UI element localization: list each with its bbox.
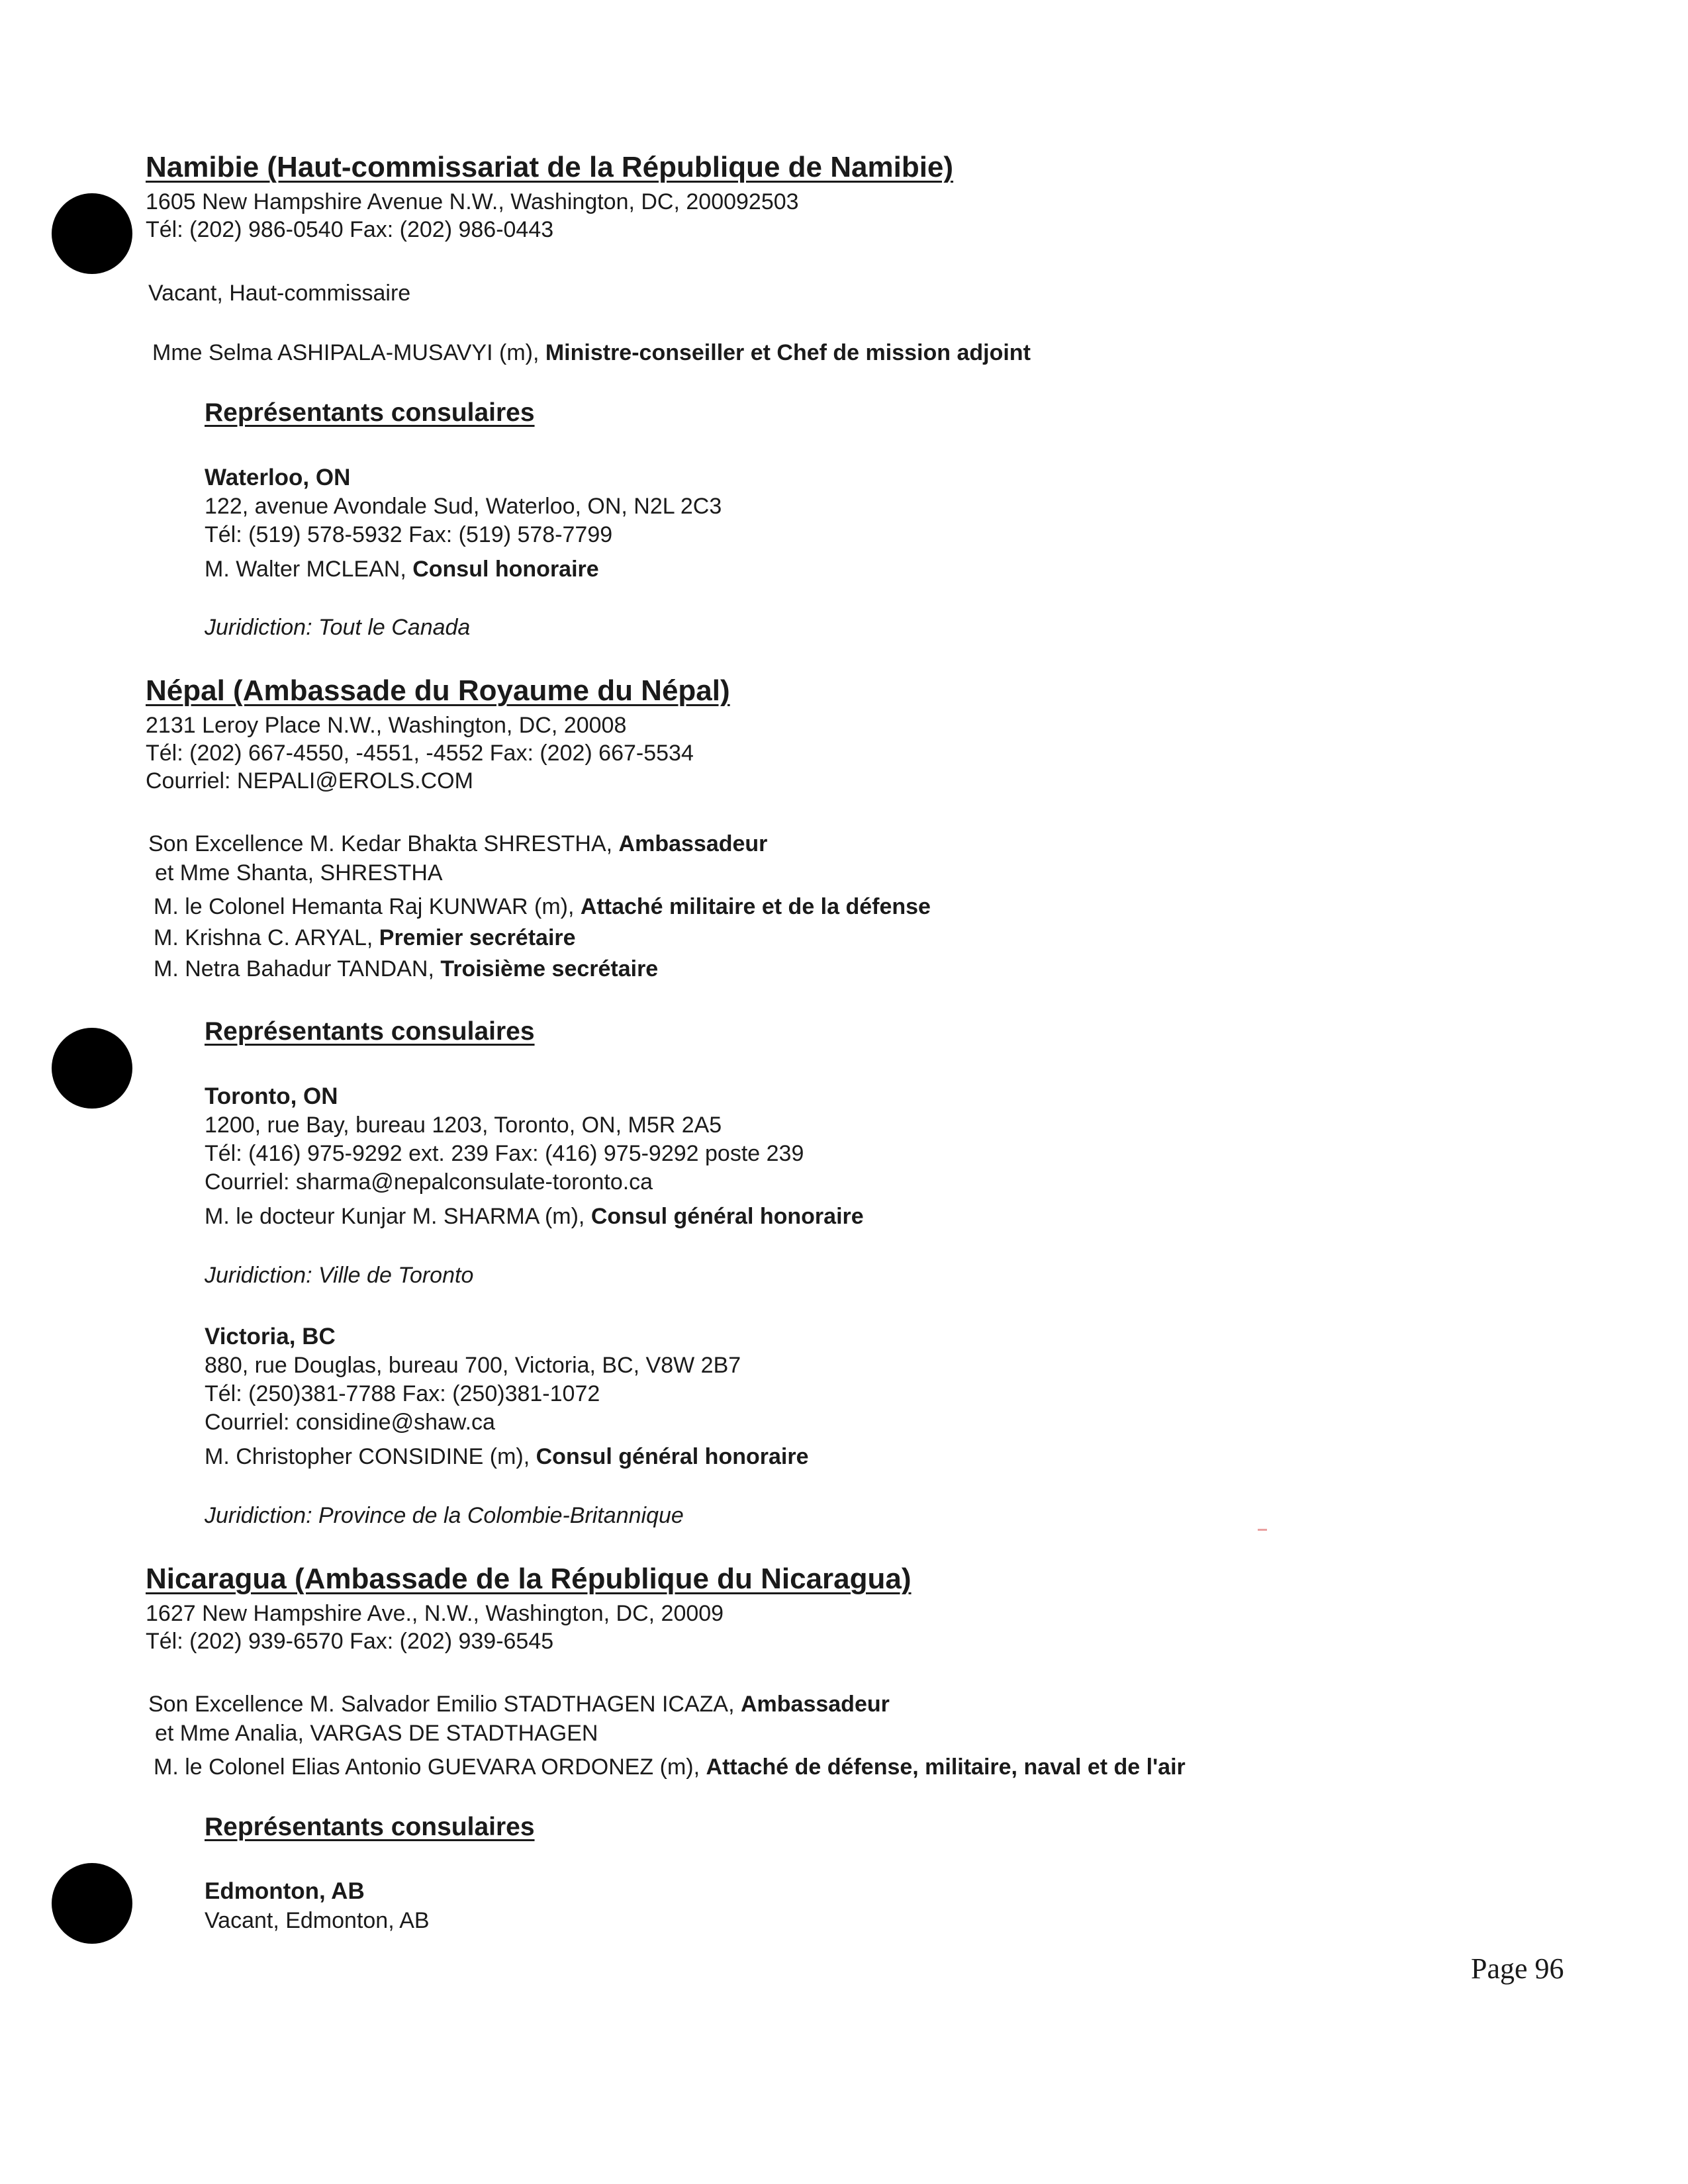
consular-heading: Représentants consulaires xyxy=(205,398,535,427)
staff-name: et Mme Shanta, SHRESTHA xyxy=(155,860,443,886)
person-title: Consul général honoraire xyxy=(590,1204,864,1229)
staff-name: M. le Colonel Hemanta Raj KUNWAR (m), xyxy=(154,894,581,919)
staff-line xyxy=(154,893,931,920)
consulate-jurisdiction: Juridiction: Ville de Toronto xyxy=(205,1263,474,1288)
scan-speck xyxy=(1258,1529,1267,1531)
consulate-jurisdiction: Juridiction: Province de la Colombie-Britannique xyxy=(205,1503,684,1528)
staff-title: Troisième secrétaire xyxy=(440,956,659,981)
section-heading: Népal (Ambassade du Royaume du Népal) xyxy=(146,674,730,707)
staff-title: Ambassadeur xyxy=(618,831,768,856)
staff-name: M. le Colonel Elias Antonio GUEVARA ORDONEZ (m), xyxy=(154,1754,706,1780)
staff-line xyxy=(148,1691,890,1717)
section-heading: Nicaragua (Ambassade de la République du Nicaragua) xyxy=(146,1563,912,1595)
person-name: M. Walter MCLEAN, xyxy=(205,557,413,582)
staff-line xyxy=(152,340,1031,366)
punch-hole-middle xyxy=(52,1028,132,1109)
section-heading: Namibie (Haut-commissariat de la République de Namibie) xyxy=(146,151,954,183)
embassy-address: 1627 New Hampshire Ave., N.W., Washington, DC, 20009 xyxy=(146,1601,724,1626)
staff-title: Attaché militaire et de la défense xyxy=(580,894,931,919)
staff-title: Premier secrétaire xyxy=(379,925,576,950)
consulate-city: Waterloo, ON xyxy=(205,465,351,490)
staff-name: M. Krishna C. ARYAL, xyxy=(154,925,379,950)
person-title: Consul honoraire xyxy=(412,557,599,582)
embassy-phone: Tél: (202) 667-4550, -4551, -4552 Fax: (202) 667-5534 xyxy=(146,741,694,766)
consulate-address: 880, rue Douglas, bureau 700, Victoria, BC, V8W 2B7 xyxy=(205,1353,741,1378)
staff-line xyxy=(155,1720,598,1747)
consulate-phone: Tél: (416) 975-9292 ext. 239 Fax: (416) 975-9292 poste 239 xyxy=(205,1141,804,1166)
consulate-jurisdiction: Juridiction: Tout le Canada xyxy=(205,615,471,640)
embassy-address: 2131 Leroy Place N.W., Washington, DC, 20008 xyxy=(146,713,627,738)
consulate-person xyxy=(205,1203,864,1230)
consulate-city: Edmonton, AB xyxy=(205,1878,365,1904)
staff-name: Son Excellence M. Salvador Emilio STADTHAGEN ICAZA, xyxy=(148,1692,741,1717)
person-name: M. Christopher CONSIDINE (m), xyxy=(205,1444,536,1469)
staff-title: Attaché de défense, militaire, naval et de l'air xyxy=(706,1754,1186,1780)
consulate-address: 1200, rue Bay, bureau 1203, Toronto, ON, M5R 2A5 xyxy=(205,1113,722,1138)
person-name: M. le docteur Kunjar M. SHARMA (m), xyxy=(205,1204,591,1229)
embassy-email: Courriel: NEPALI@EROLS.COM xyxy=(146,768,473,794)
staff-line xyxy=(148,280,410,306)
staff-name: Son Excellence M. Kedar Bhakta SHRESTHA, xyxy=(148,831,619,856)
embassy-phone: Tél: (202) 939-6570 Fax: (202) 939-6545 xyxy=(146,1629,554,1654)
consulate-city: Toronto, ON xyxy=(205,1083,338,1109)
staff-title: Ambassadeur xyxy=(740,1692,890,1717)
consular-heading: Représentants consulaires xyxy=(205,1813,535,1841)
staff-line xyxy=(148,831,767,857)
staff-name: Mme Selma ASHIPALA-MUSAVYI (m), xyxy=(152,340,545,365)
consulate-city: Victoria, BC xyxy=(205,1324,336,1349)
staff-line xyxy=(154,925,576,951)
consulate-email: Courriel: sharma@nepalconsulate-toronto.ca xyxy=(205,1169,653,1195)
consulate-person xyxy=(205,1443,808,1470)
embassy-address: 1605 New Hampshire Avenue N.W., Washington, DC, 200092503 xyxy=(146,189,799,214)
staff-name: Vacant, xyxy=(148,281,230,306)
staff-title: Haut-commissaire xyxy=(229,281,411,306)
staff-title: Ministre-conseiller et Chef de mission adjoint xyxy=(545,340,1031,365)
staff-name: et Mme Analia, VARGAS DE STADTHAGEN xyxy=(155,1721,598,1746)
punch-hole-bottom xyxy=(52,1863,132,1944)
staff-line xyxy=(154,1754,1186,1780)
consulate-email: Courriel: considine@shaw.ca xyxy=(205,1410,495,1435)
staff-line xyxy=(154,956,658,982)
embassy-phone: Tél: (202) 986-0540 Fax: (202) 986-0443 xyxy=(146,217,554,242)
staff-line xyxy=(155,860,443,886)
consulate-phone: Tél: (250)381-7788 Fax: (250)381-1072 xyxy=(205,1381,600,1406)
punch-hole-top xyxy=(52,193,132,274)
consulate-person xyxy=(205,556,599,582)
consular-heading: Représentants consulaires xyxy=(205,1017,535,1046)
consulate-phone: Tél: (519) 578-5932 Fax: (519) 578-7799 xyxy=(205,522,613,547)
page-number: Page 96 xyxy=(1471,1952,1564,1985)
person-title: Consul général honoraire xyxy=(536,1444,809,1469)
consulate-address: Vacant, Edmonton, AB xyxy=(205,1908,430,1933)
staff-name: M. Netra Bahadur TANDAN, xyxy=(154,956,441,981)
consulate-address: 122, avenue Avondale Sud, Waterloo, ON, N2L 2C3 xyxy=(205,494,722,519)
